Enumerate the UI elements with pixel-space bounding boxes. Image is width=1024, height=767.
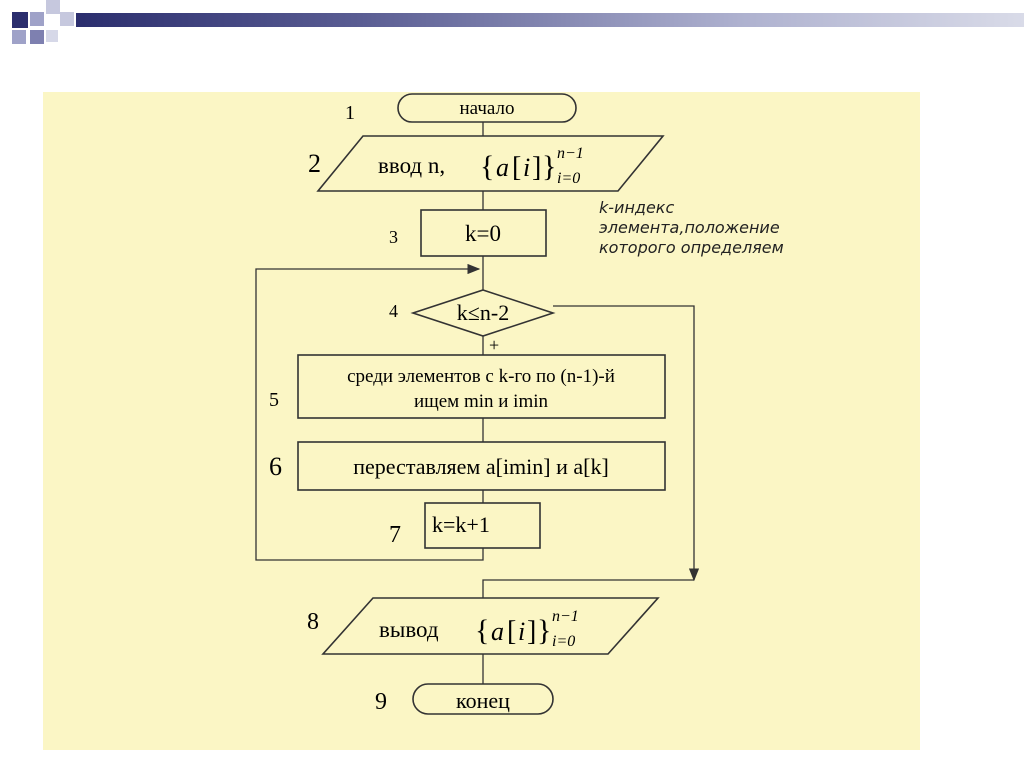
block-number: 6 (269, 452, 282, 481)
input-label: ввод n, (378, 153, 446, 178)
math-superscript: n−1 (557, 145, 584, 162)
math-close-brace: } (537, 614, 552, 647)
math-bracket: [ (507, 616, 517, 647)
block-number: 4 (389, 301, 398, 321)
note-line2: элемента,положение (599, 218, 780, 237)
block-number: 7 (389, 522, 401, 548)
block-number: 2 (308, 149, 321, 178)
search-min-line2: ищем min и imin (413, 391, 549, 412)
corner-square-light (46, 30, 58, 42)
math-bracket: [ (512, 152, 522, 183)
swap-label: переставляем a[imin] и a[k] (353, 454, 609, 479)
math-open-brace: { (480, 150, 495, 183)
connector (483, 580, 694, 598)
math-bracket: ] (527, 616, 537, 647)
math-subscript: i=0 (557, 170, 581, 187)
math-subscript: i=0 (552, 633, 576, 650)
math-index: i (518, 617, 526, 646)
block-number: 8 (307, 609, 319, 635)
math-array-symbol: a (496, 153, 509, 182)
end-label: конец (456, 688, 510, 713)
block-number: 3 (389, 227, 398, 247)
note-line1: k-индекс (599, 198, 675, 217)
corner-square-light (60, 12, 74, 26)
math-close-brace: } (542, 150, 557, 183)
math-array-symbol: a (491, 617, 504, 646)
init-label: k=0 (465, 221, 501, 246)
increment-label: k=k+1 (432, 512, 490, 537)
math-superscript: n−1 (552, 608, 579, 625)
title-bar-line (76, 13, 1024, 27)
note-line3: которого определяем (599, 238, 784, 257)
flowchart (43, 92, 920, 750)
corner-square-mid (12, 30, 26, 44)
math-index: i (523, 153, 531, 182)
math-open-brace: { (475, 614, 490, 647)
search-min-line1: среди элементов с k-го по (n-1)-й (347, 366, 615, 387)
corner-square-light (30, 12, 44, 26)
block-number: 9 (375, 689, 387, 715)
yes-branch-label: + (489, 335, 500, 355)
corner-square-mid (30, 30, 44, 44)
start-label: начало (459, 98, 515, 119)
block-number: 1 (345, 102, 355, 124)
math-bracket: ] (532, 152, 542, 183)
condition-label: k≤n-2 (456, 300, 510, 325)
block-number: 5 (269, 389, 279, 411)
output-label: вывод (379, 617, 439, 642)
corner-square-light (46, 0, 60, 14)
corner-square-dark (12, 12, 28, 28)
